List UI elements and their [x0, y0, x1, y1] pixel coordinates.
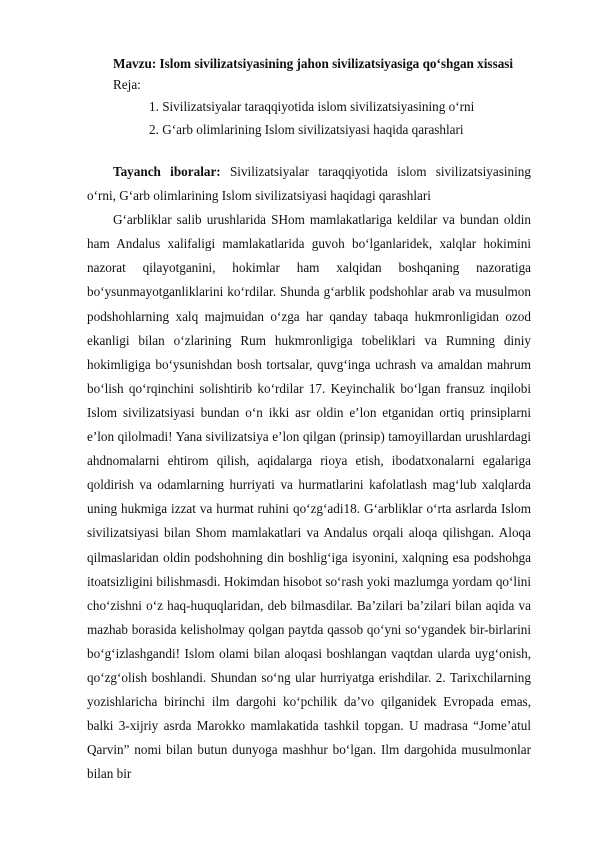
document-page — [87, 55, 531, 786]
plan-item: 1. Sivilizatsiyalar taraqqiyotida islom sivilizatsiyasining o‘rni — [149, 99, 475, 114]
topic-heading — [113, 55, 531, 72]
plan-item: 2. G‘arb olimlarining Islom sivilizatsiyasi haqida qarashlari — [149, 122, 464, 137]
plan-list — [87, 97, 531, 139]
keywords-paragraph — [87, 160, 531, 208]
body-paragraph: G‘arbliklar salib urushlarida SHom mamlakatlariga keldilar va bundan oldin ham Andalus xalifaligi mamlakatlarida guvoh bo‘lganlaridek, xalqlar hokimini nazorat qilayotganini, hokimlar ham xalqidan boshqaning nazoratiga bo‘ysunmayotganliklarini ko‘rdilar. Shunda g‘arblik podshohlar arab va musulmon podshohlarning xalq majmuidan o‘zga har qanday tabaqa hukmronligidan ozod ekanligi bilan o‘zlarining Rum hukmronligiga tobeliklari va Rumning diniy hokimligiga bo‘ysunishdan bosh tortsalar, quvg‘inga uchrash va amaldan mahrum bo‘lish qo‘rqinchini solishtirib ko‘rdilar 17. Keyinchalik bo‘lgan fransuz inqilobi Islom sivilizatsiyasi bundan o‘n ikki asr oldin e’lon etganidan ortiq prinsiplarni e’lon qilolmadi! Yana sivilizatsiya e’lon qilgan (prinsip) tamoyillardan urushlardagi ahdnomalarni ehtirom qilish, aqidalarga rioya etish, ibodatxonalarni egalariga qoldirish va odamlarning hurriyati va hurmatlarini kafolatlash mag‘lub xalqlarda uning hukmiga izzat va hurmat ruhini qo‘zg‘adi18. G‘arbliklar o‘rta asrlarda Islom sivilizatsiyasi bilan Shom mamlakatlari va Andalus orqali aloqa qilishgan. Aloqa qilmaslaridan oldin podshohning din boshlig‘iga isyonini, xalqning esa podshohga itoatsizligini bilishmasdi. Hokimdan hisobot so‘rash yoki mazlumga yordam qo‘lini cho‘zishni o‘z haq-huquqlaridan, deb bilmasdilar. Ba’zilari ba’zilari bilan aqida va mazhab borasida kelisholmay qolgan paytda qassob qo‘yni so‘ygandek bir-birlarini bo‘g‘izlashgandi! Islom olami bilan aloqasi boshlangan vaqtdan ularda uyg‘onish, qo‘zg‘olish boshlandi. Shundan so‘ng ular hurriyatga erishdilar. 2. Tarixchilarning yozishlaricha birinchi ilm dargohi ko‘pchilik da’vo qilganidek Evropada emas, balki 3-xijriy asrda Marokko mamlakatida tashkil topgan. U madrasa “Jome’atul Qarvin” nomi bilan butun dunyoga mashhur bo‘lgan. Ilm dargohida musulmonlar bilan bir — [87, 212, 531, 782]
topic-label: Mavzu: — [113, 56, 157, 71]
plan-label: Reja: — [113, 77, 141, 92]
keywords-text: Sivilizatsiyalar taraqqiyotida islom sivilizatsiyasining o‘rni, G‘arb olimlarining Islom sivilizatsiyasi haqidagi qarashlari — [87, 164, 531, 204]
topic-text: Islom sivilizatsiyasining jahon sivilizatsiyasiga qo‘shgan xissasi — [159, 56, 514, 71]
keywords-label: Tayanch iboralar: — [113, 164, 221, 179]
